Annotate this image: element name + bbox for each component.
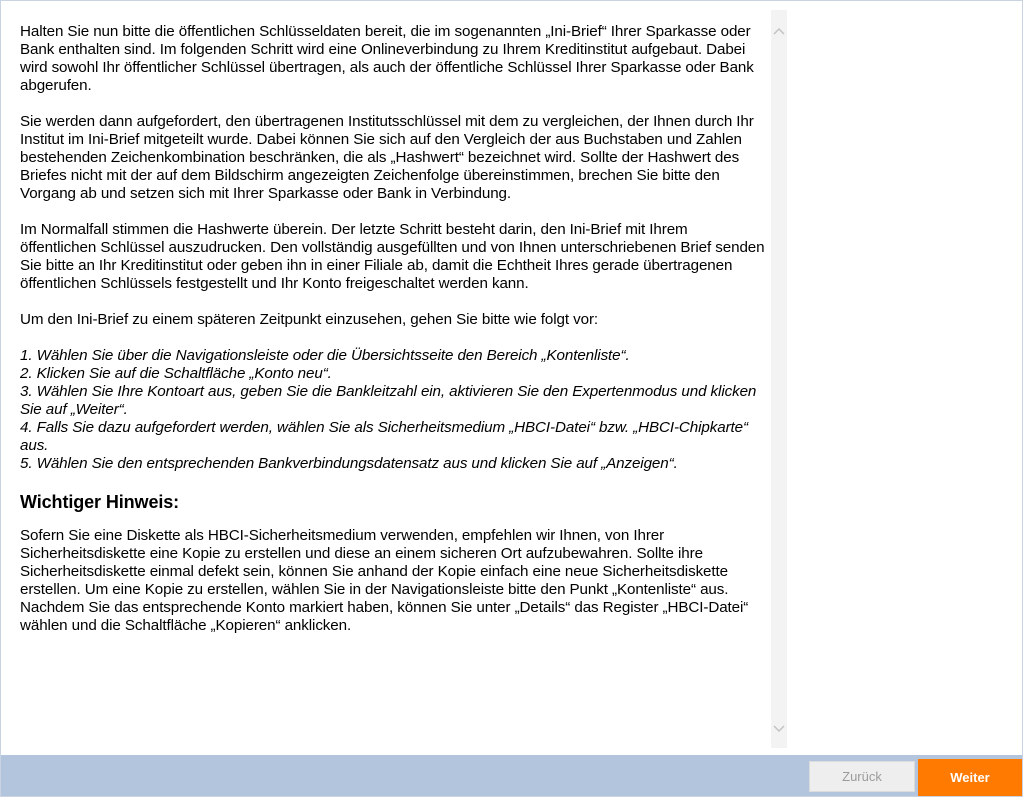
paragraph-backup: Sofern Sie eine Diskette als HBCI-Sicherheitsmedium verwenden, empfehlen wir Ihnen, von Ihrer Sicherheitsdiskette eine Kopie zu erstellen und diese an einem sicheren Ort aufzubewahren. Sollte ihre Sicherheitsdiskette einmal defekt sein, können Sie anhand der Kopie einfach eine neue Sicherheitsdiskette erstellen. Um eine Kopie zu erstellen, wählen Sie in der Navigationsleiste bitte den Punkt „Kontenliste“ aus. Nachdem Sie das entsprechende Konto markiert haben, können Sie unter „Details“ das Register „HBCI-Datei“ wählen und die Schaltfläche „Kopieren“ anklicken. [20,527,749,634]
next-button[interactable]: Weiter [918,759,1022,796]
back-button[interactable]: Zurück [809,761,915,792]
chevron-up-icon[interactable] [771,22,787,40]
step-item: 4. Falls Sie dazu aufgefordert werden, wählen Sie als Sicherheitsmedium „HBCI-Datei“ bzw. „HBCI-Chipkarte“ aus. [20,419,748,454]
step-item: 2. Klicken Sie auf die Schaltfläche „Konto neu“. [20,365,332,382]
info-text [20,23,765,653]
step-item: 5. Wählen Sie den entsprechenden Bankverbindungsdatensatz aus und klicken Sie auf „Anzeigen“. [20,455,678,472]
paragraph-keydata: Halten Sie nun bitte die öffentlichen Schlüsseldaten bereit, die im sogenannten „Ini-Brief“ Ihrer Sparkasse oder Bank enthalten sind. Im folgenden Schritt wird eine Onlineverbindung zu Ihrem Kreditinstitut aufgebaut. Dabei wird sowohl Ihr öffentlicher Schlüssel übertragen, als auch der öffentliche Schlüssel Ihrer Sparkasse oder Bank abgerufen. [20,23,754,94]
paragraph-compare: Sie werden dann aufgefordert, den übertragenen Institutsschlüssel mit dem zu vergleichen, der Ihnen durch Ihr Institut im Ini-Brief mitgeteilt wurde. Dabei können Sie sich auf den Vergleich der aus Buchstaben und Zahlen bestehenden Zeichenkombination beschränken, die als „Hashwert“ bezeichnet wird. Sollte der Hashwert des Briefes nicht mit der auf dem Bildschirm angezeigten Zeichenfolge übereinstimmen, brechen Sie bitte den Vorgang ab und setzen sich mit Ihrer Sparkasse oder Bank in Verbindung. [20,113,754,202]
footer-bar [1,755,1022,796]
paragraph-howto: Um den Ini-Brief zu einem späteren Zeitpunkt einzusehen, gehen Sie bitte wie folgt vor: [20,311,599,328]
vertical-scrollbar[interactable] [771,10,787,748]
step-item: 1. Wählen Sie über die Navigationsleiste oder die Übersichtsseite den Bereich „Kontenliste“. [20,347,630,364]
steps-list [20,347,765,473]
step-item: 3. Wählen Sie Ihre Kontoart aus, geben Sie die Bankleitzahl ein, aktivieren Sie den Expertenmodus und klicken Sie auf „Weiter“. [20,383,757,418]
important-heading: Wichtiger Hinweis: [20,492,180,512]
paragraph-print: Im Normalfall stimmen die Hashwerte überein. Der letzte Schritt besteht darin, den Ini-Brief mit Ihrem öffentlichen Schlüssel auszudrucken. Den vollständig ausgefüllten und von Ihnen unterschriebenen Brief senden Sie bitte an Ihr Kreditinstitut oder geben ihn in einer Filiale ab, damit die Echtheit Ihres gerade übertragenen öffentlichen Schlüssels festgestellt und Ihr Konto freigeschaltet werden kann. [20,221,765,292]
content-area [2,2,772,753]
chevron-down-icon[interactable] [771,720,787,738]
